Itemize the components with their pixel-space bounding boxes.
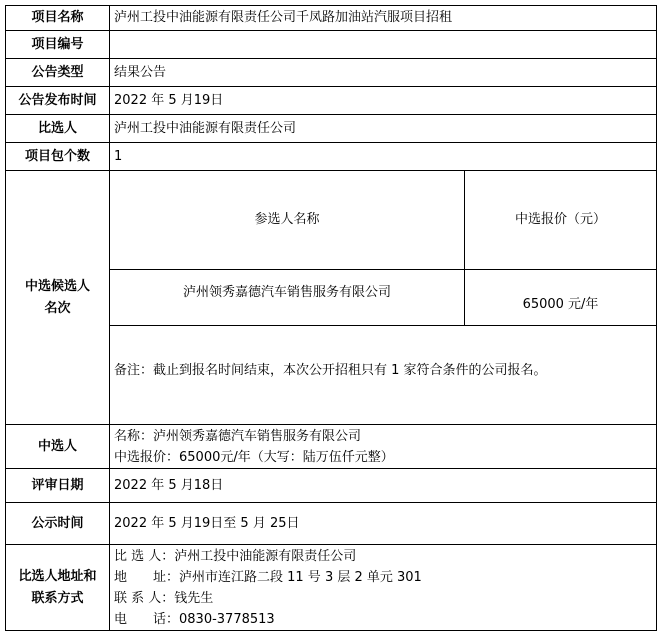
- notice-table: [5, 5, 657, 631]
- contact-label: [6, 545, 110, 631]
- public-period-value: 2022 年 5 月19日至 5 月 25日: [110, 503, 657, 545]
- package-count-label: 项目包个数: [6, 143, 110, 171]
- candidates-note: 备注：截止到报名时间结束，本次公开招租只有 1 家符合条件的公司报名。: [110, 326, 657, 425]
- candidates-label: [6, 171, 110, 425]
- review-date-value: 2022 年 5 月18日: [110, 469, 657, 503]
- candidates-label-line1: 中选候选人: [24, 278, 90, 294]
- row-notice-type: [6, 59, 657, 87]
- winner-line2: 中选报价：65000元/年（大写：陆万伍仟元整）: [114, 449, 394, 465]
- candidate-name-header: 参选人名称: [110, 171, 465, 270]
- contact-label-line1: 比选人地址和: [18, 568, 97, 584]
- winner-label: 中选人: [6, 425, 110, 469]
- package-count-value: 1: [110, 143, 657, 171]
- row-winner: [6, 425, 657, 469]
- contact-label-line2: 联系方式: [31, 590, 84, 606]
- winner-value: [110, 425, 657, 469]
- review-date-label: 评审日期: [6, 469, 110, 503]
- contact-phone: 电 话：0830-3778513: [114, 611, 275, 627]
- contact-selector: 比 选 人：泸州工投中油能源有限责任公司: [114, 548, 357, 564]
- row-candidates-header: [6, 171, 657, 270]
- row-project-code: [6, 31, 657, 59]
- project-code-label: 项目编号: [6, 31, 110, 59]
- contact-person: 联 系 人：钱先生: [114, 590, 214, 606]
- row-review-date: [6, 469, 657, 503]
- publish-time-value: 2022 年 5 月19日: [110, 87, 657, 115]
- project-name-label: 项目名称: [6, 6, 110, 31]
- public-period-label: 公示时间: [6, 503, 110, 545]
- candidates-label-line2: 名次: [44, 300, 71, 316]
- project-name-value: 泸州工投中油能源有限责任公司千凤路加油站汽服项目招租: [110, 6, 657, 31]
- candidate-price-header: 中选报价（元）: [465, 171, 657, 270]
- winner-line1: 名称：泸州领秀嘉德汽车销售服务有限公司: [114, 428, 362, 444]
- candidate-price: 65000 元/年: [465, 270, 657, 326]
- notice-type-label: 公告类型: [6, 59, 110, 87]
- row-contact: [6, 545, 657, 631]
- contact-value: [110, 545, 657, 631]
- row-project-name: [6, 6, 657, 31]
- row-package-count: [6, 143, 657, 171]
- row-publish-time: [6, 87, 657, 115]
- contact-address: 地 址：泸州市连江路二段 11 号 3 层 2 单元 301: [114, 569, 422, 585]
- project-code-value: [110, 31, 657, 59]
- selector-label: 比选人: [6, 115, 110, 143]
- row-selector: [6, 115, 657, 143]
- publish-time-label: 公告发布时间: [6, 87, 110, 115]
- selector-value: 泸州工投中油能源有限责任公司: [110, 115, 657, 143]
- row-public-period: [6, 503, 657, 545]
- candidate-name: 泸州领秀嘉德汽车销售服务有限公司: [110, 270, 465, 326]
- notice-type-value: 结果公告: [110, 59, 657, 87]
